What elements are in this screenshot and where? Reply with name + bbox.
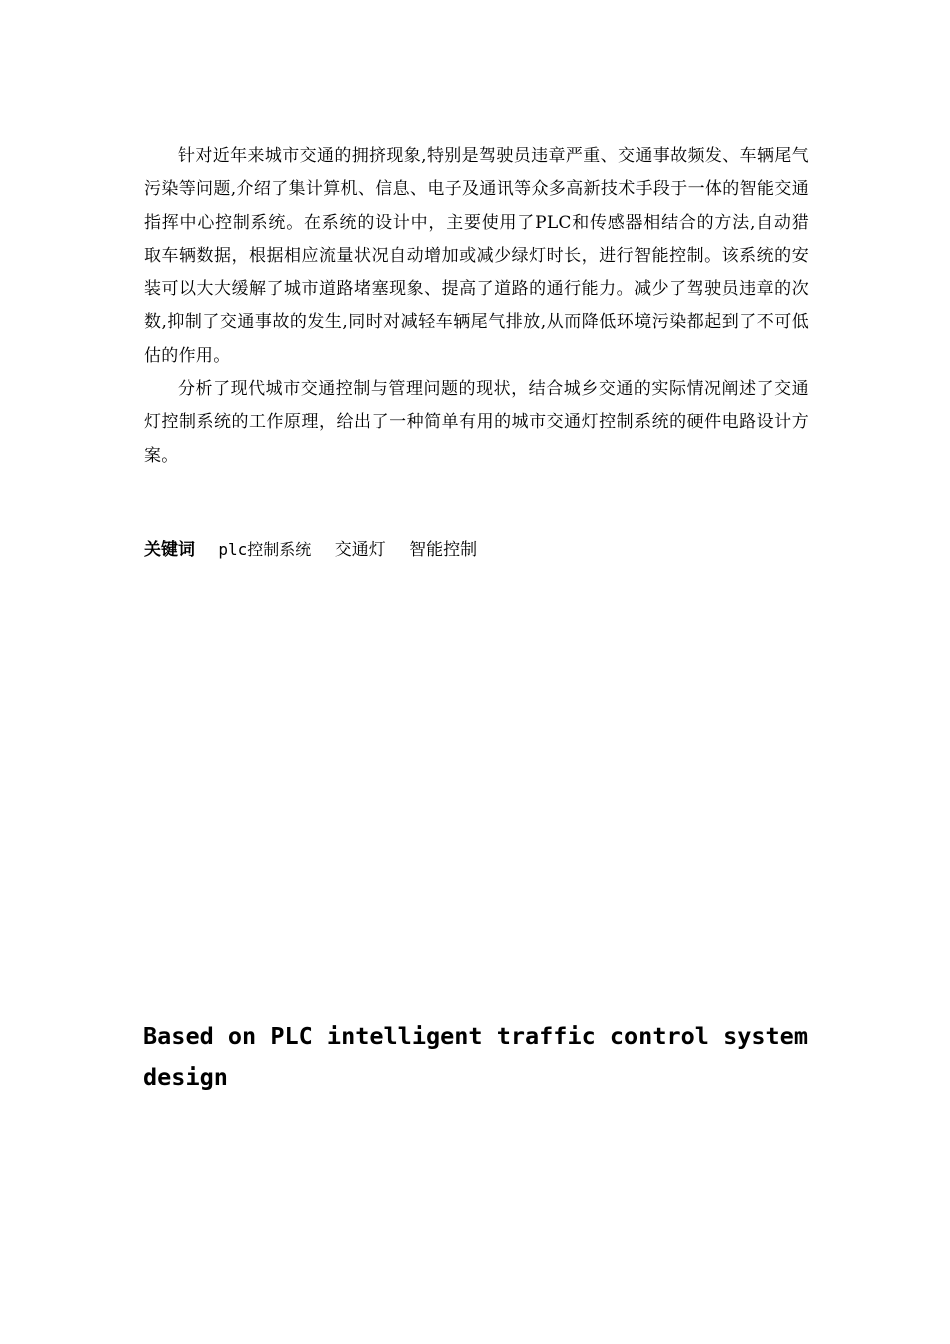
keywords-line bbox=[144, 536, 495, 564]
keyword-item: 智能控制 bbox=[409, 540, 478, 560]
keywords-label: 关键词 bbox=[144, 540, 195, 560]
keyword-item: plc控制系统 bbox=[218, 540, 312, 559]
abstract-paragraph-2: 分析了现代城市交通控制与管理问题的现状，结合城乡交通的实际情况阐述了交通灯控制系统的工作原理，给出了一种简单有用的城市交通灯控制系统的硬件电路设计方案。 bbox=[144, 379, 809, 466]
keyword-item: 交通灯 bbox=[334, 540, 386, 560]
abstract-section bbox=[144, 140, 809, 473]
english-title: Based on PLC intelligent traffic control system design bbox=[143, 1022, 808, 1091]
abstract-paragraph-1: 针对近年来城市交通的拥挤现象,特别是驾驶员违章严重、交通事故频发、车辆尾气污染等问题,介绍了集计算机、信息、电子及通讯等众多高新技术手段于一体的智能交通指挥中心控制系统。在系统的设计中，主要使用了PLC和传感器相结合的方法,自动猎取车辆数据，根据相应流量状况自动增加或减少绿灯时长，进行智能控制。该系统的安装可以大大缓解了城市道路堵塞现象、提高了道路的通行能力。减少了驾驶员违章的次数,抑制了交通事故的发生,同时对减轻车辆尾气排放,从而降低环境污染都起到了不可低估的作用。 bbox=[144, 146, 809, 366]
